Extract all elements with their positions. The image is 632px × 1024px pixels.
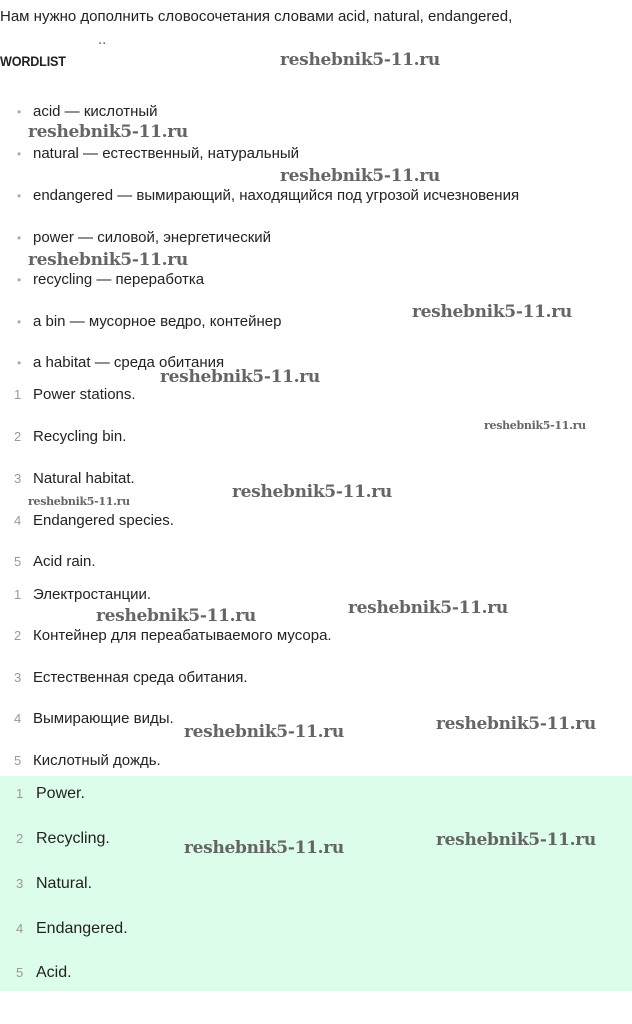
ellipsis: ..: [98, 31, 107, 48]
item-number: 5: [16, 965, 24, 980]
watermark: reshebnik5-11.ru: [96, 606, 256, 626]
answer-item: Natural.: [36, 875, 93, 892]
answer-block: [0, 776, 632, 991]
list-item: Вымирающие виды.: [33, 710, 174, 727]
item-number: 5: [14, 554, 22, 569]
item-number: 2: [16, 831, 24, 846]
list-item: Acid rain.: [33, 553, 96, 570]
list-item: Кислотный дождь.: [33, 752, 161, 769]
watermark: reshebnik5-11.ru: [184, 722, 344, 742]
item-number: 2: [14, 628, 22, 643]
item-number: 1: [16, 786, 24, 801]
bullet-icon: •: [17, 273, 22, 287]
item-number: 3: [16, 876, 24, 891]
item-number: 4: [16, 921, 24, 936]
answer-item: Power.: [36, 785, 85, 802]
bullet-icon: •: [17, 189, 22, 203]
item-number: 3: [14, 670, 22, 685]
item-number: 4: [14, 711, 22, 726]
watermark: reshebnik5-11.ru: [484, 419, 586, 432]
wordlist-item: natural — естественный, натуральный: [33, 145, 300, 162]
wordlist-item: acid — кислотный: [33, 103, 158, 120]
watermark: reshebnik5-11.ru: [280, 50, 440, 70]
wordlist-item: recycling — переработка: [33, 271, 205, 288]
answer-item: Acid.: [36, 964, 72, 981]
watermark: reshebnik5-11.ru: [436, 714, 596, 734]
bullet-icon: •: [17, 147, 22, 161]
list-item: Естественная среда обитания.: [33, 669, 248, 686]
wordlist-item: a habitat — среда обитания: [33, 354, 225, 371]
bullet-icon: •: [17, 356, 22, 370]
item-number: 5: [14, 753, 22, 768]
watermark: reshebnik5-11.ru: [28, 122, 188, 142]
watermark: reshebnik5-11.ru: [28, 495, 130, 508]
bullet-icon: •: [17, 231, 22, 245]
wordlist-item: power — силовой, энергетический: [33, 229, 272, 246]
list-item: Power stations.: [33, 386, 136, 403]
item-number: 1: [14, 387, 22, 402]
watermark: reshebnik5-11.ru: [412, 302, 572, 322]
answer-item: Endangered.: [36, 920, 128, 937]
answer-item: Recycling.: [36, 830, 110, 847]
list-item: Контейнер для переабатываемого мусора.: [33, 627, 332, 644]
list-item: Электростанции.: [33, 586, 152, 603]
wordlist-item: endangered — вымирающий, находящийся под угрозой исчезновения: [33, 187, 520, 204]
list-item: Recycling bin.: [33, 428, 127, 445]
watermark: reshebnik5-11.ru: [348, 598, 508, 618]
bullet-icon: •: [17, 315, 22, 329]
item-number: 2: [14, 429, 22, 444]
list-item: Natural habitat.: [33, 470, 135, 487]
wordlist-item: a bin — мусорное ведро, контейнер: [33, 313, 282, 330]
wordlist-heading: WORDLIST: [0, 53, 66, 69]
watermark: reshebnik5-11.ru: [280, 166, 440, 186]
intro-text: Нам нужно дополнить словосочетания словами acid, natural, endangered,: [0, 8, 513, 25]
watermark: reshebnik5-11.ru: [436, 830, 596, 850]
bullet-icon: •: [17, 105, 22, 119]
item-number: 1: [14, 587, 22, 602]
watermark: reshebnik5-11.ru: [184, 838, 344, 858]
item-number: 4: [14, 513, 22, 528]
watermark: reshebnik5-11.ru: [160, 367, 320, 387]
list-item: Endangered species.: [33, 512, 174, 529]
watermark: reshebnik5-11.ru: [232, 482, 392, 502]
item-number: 3: [14, 471, 22, 486]
watermark: reshebnik5-11.ru: [28, 250, 188, 270]
